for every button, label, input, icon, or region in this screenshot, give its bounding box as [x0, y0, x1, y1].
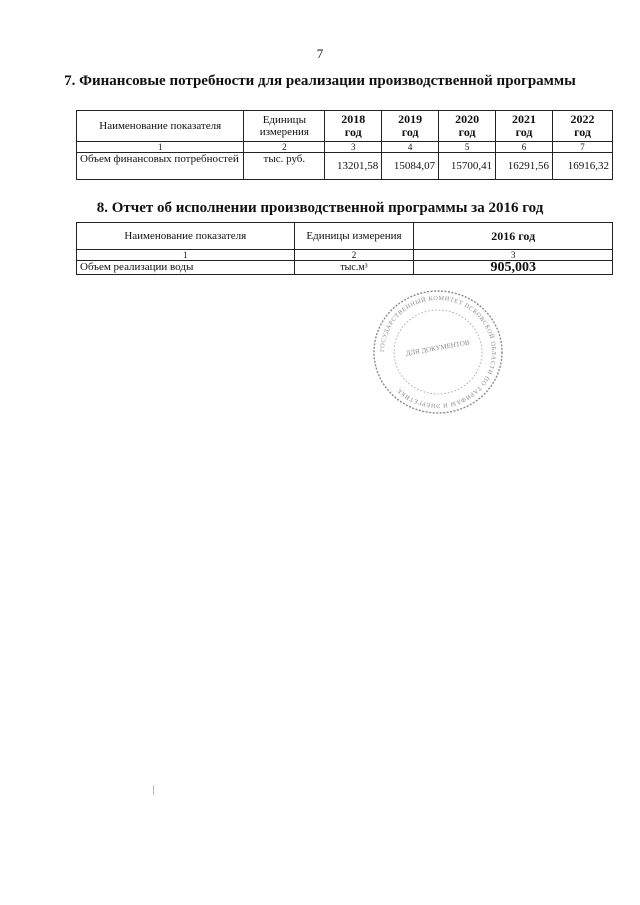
row-name: Объем финансовых потребностей: [77, 153, 244, 180]
table-header-row: [77, 223, 613, 250]
row-unit: тыс.м³: [294, 261, 414, 275]
column-number: 3: [325, 142, 382, 153]
column-number: 6: [496, 142, 553, 153]
col-header-units: Единицы измерения: [244, 111, 325, 142]
col-header-year: 2018 год: [325, 111, 382, 142]
row-unit: тыс. руб.: [244, 153, 325, 180]
table-row: [77, 261, 613, 275]
column-number: 7: [553, 142, 613, 153]
col-header-year: 2019 год: [382, 111, 439, 142]
row-name: Объем реализации воды: [77, 261, 295, 275]
section-7-title: 7. Финансовые потребности для реализации производственной программы: [64, 73, 576, 89]
col-header-year: 2021 год: [496, 111, 553, 142]
value-cell: 13201,58: [325, 153, 382, 180]
table-row: [77, 153, 613, 180]
column-number: 3: [414, 250, 613, 261]
column-number-row: [77, 250, 613, 261]
col-header-name: Наименование показателя: [77, 111, 244, 142]
col-header-year: 2020 год: [439, 111, 496, 142]
column-number: 5: [439, 142, 496, 153]
column-number: 1: [77, 250, 295, 261]
col-header-period: 2016 год: [414, 223, 613, 250]
value-cell: 905,003: [414, 261, 613, 275]
section-8-title: 8. Отчет об исполнении производственной программы за 2016 год: [96, 200, 544, 216]
col-header-year: 2022 год: [553, 111, 613, 142]
value-cell: 15084,07: [382, 153, 439, 180]
scan-mark: [153, 785, 154, 795]
column-number-row: [77, 142, 613, 153]
col-header-name: Наименование показателя: [77, 223, 295, 250]
table-header-row: [77, 111, 613, 142]
program-report-table: [76, 222, 613, 275]
value-cell: 15700,41: [439, 153, 496, 180]
financial-needs-table: [76, 110, 613, 180]
column-number: 2: [294, 250, 414, 261]
column-number: 2: [244, 142, 325, 153]
value-cell: 16291,56: [496, 153, 553, 180]
stamp-inner-text: ДЛЯ ДОКУМЕНТОВ: [405, 338, 471, 358]
col-header-units: Единицы измерения: [294, 223, 414, 250]
page-number: 7: [316, 46, 324, 61]
official-stamp: [368, 288, 508, 416]
column-number: 4: [382, 142, 439, 153]
value-cell: 16916,32: [553, 153, 613, 180]
stamp-ring-text: ГОСУДАРСТВЕННЫЙ КОМИТЕТ ПСКОВСКОЙ ОБЛАСТИ ПО ТАРИФАМ И ЭНЕРГЕТИКЕ: [378, 294, 498, 410]
column-number: 1: [77, 142, 244, 153]
